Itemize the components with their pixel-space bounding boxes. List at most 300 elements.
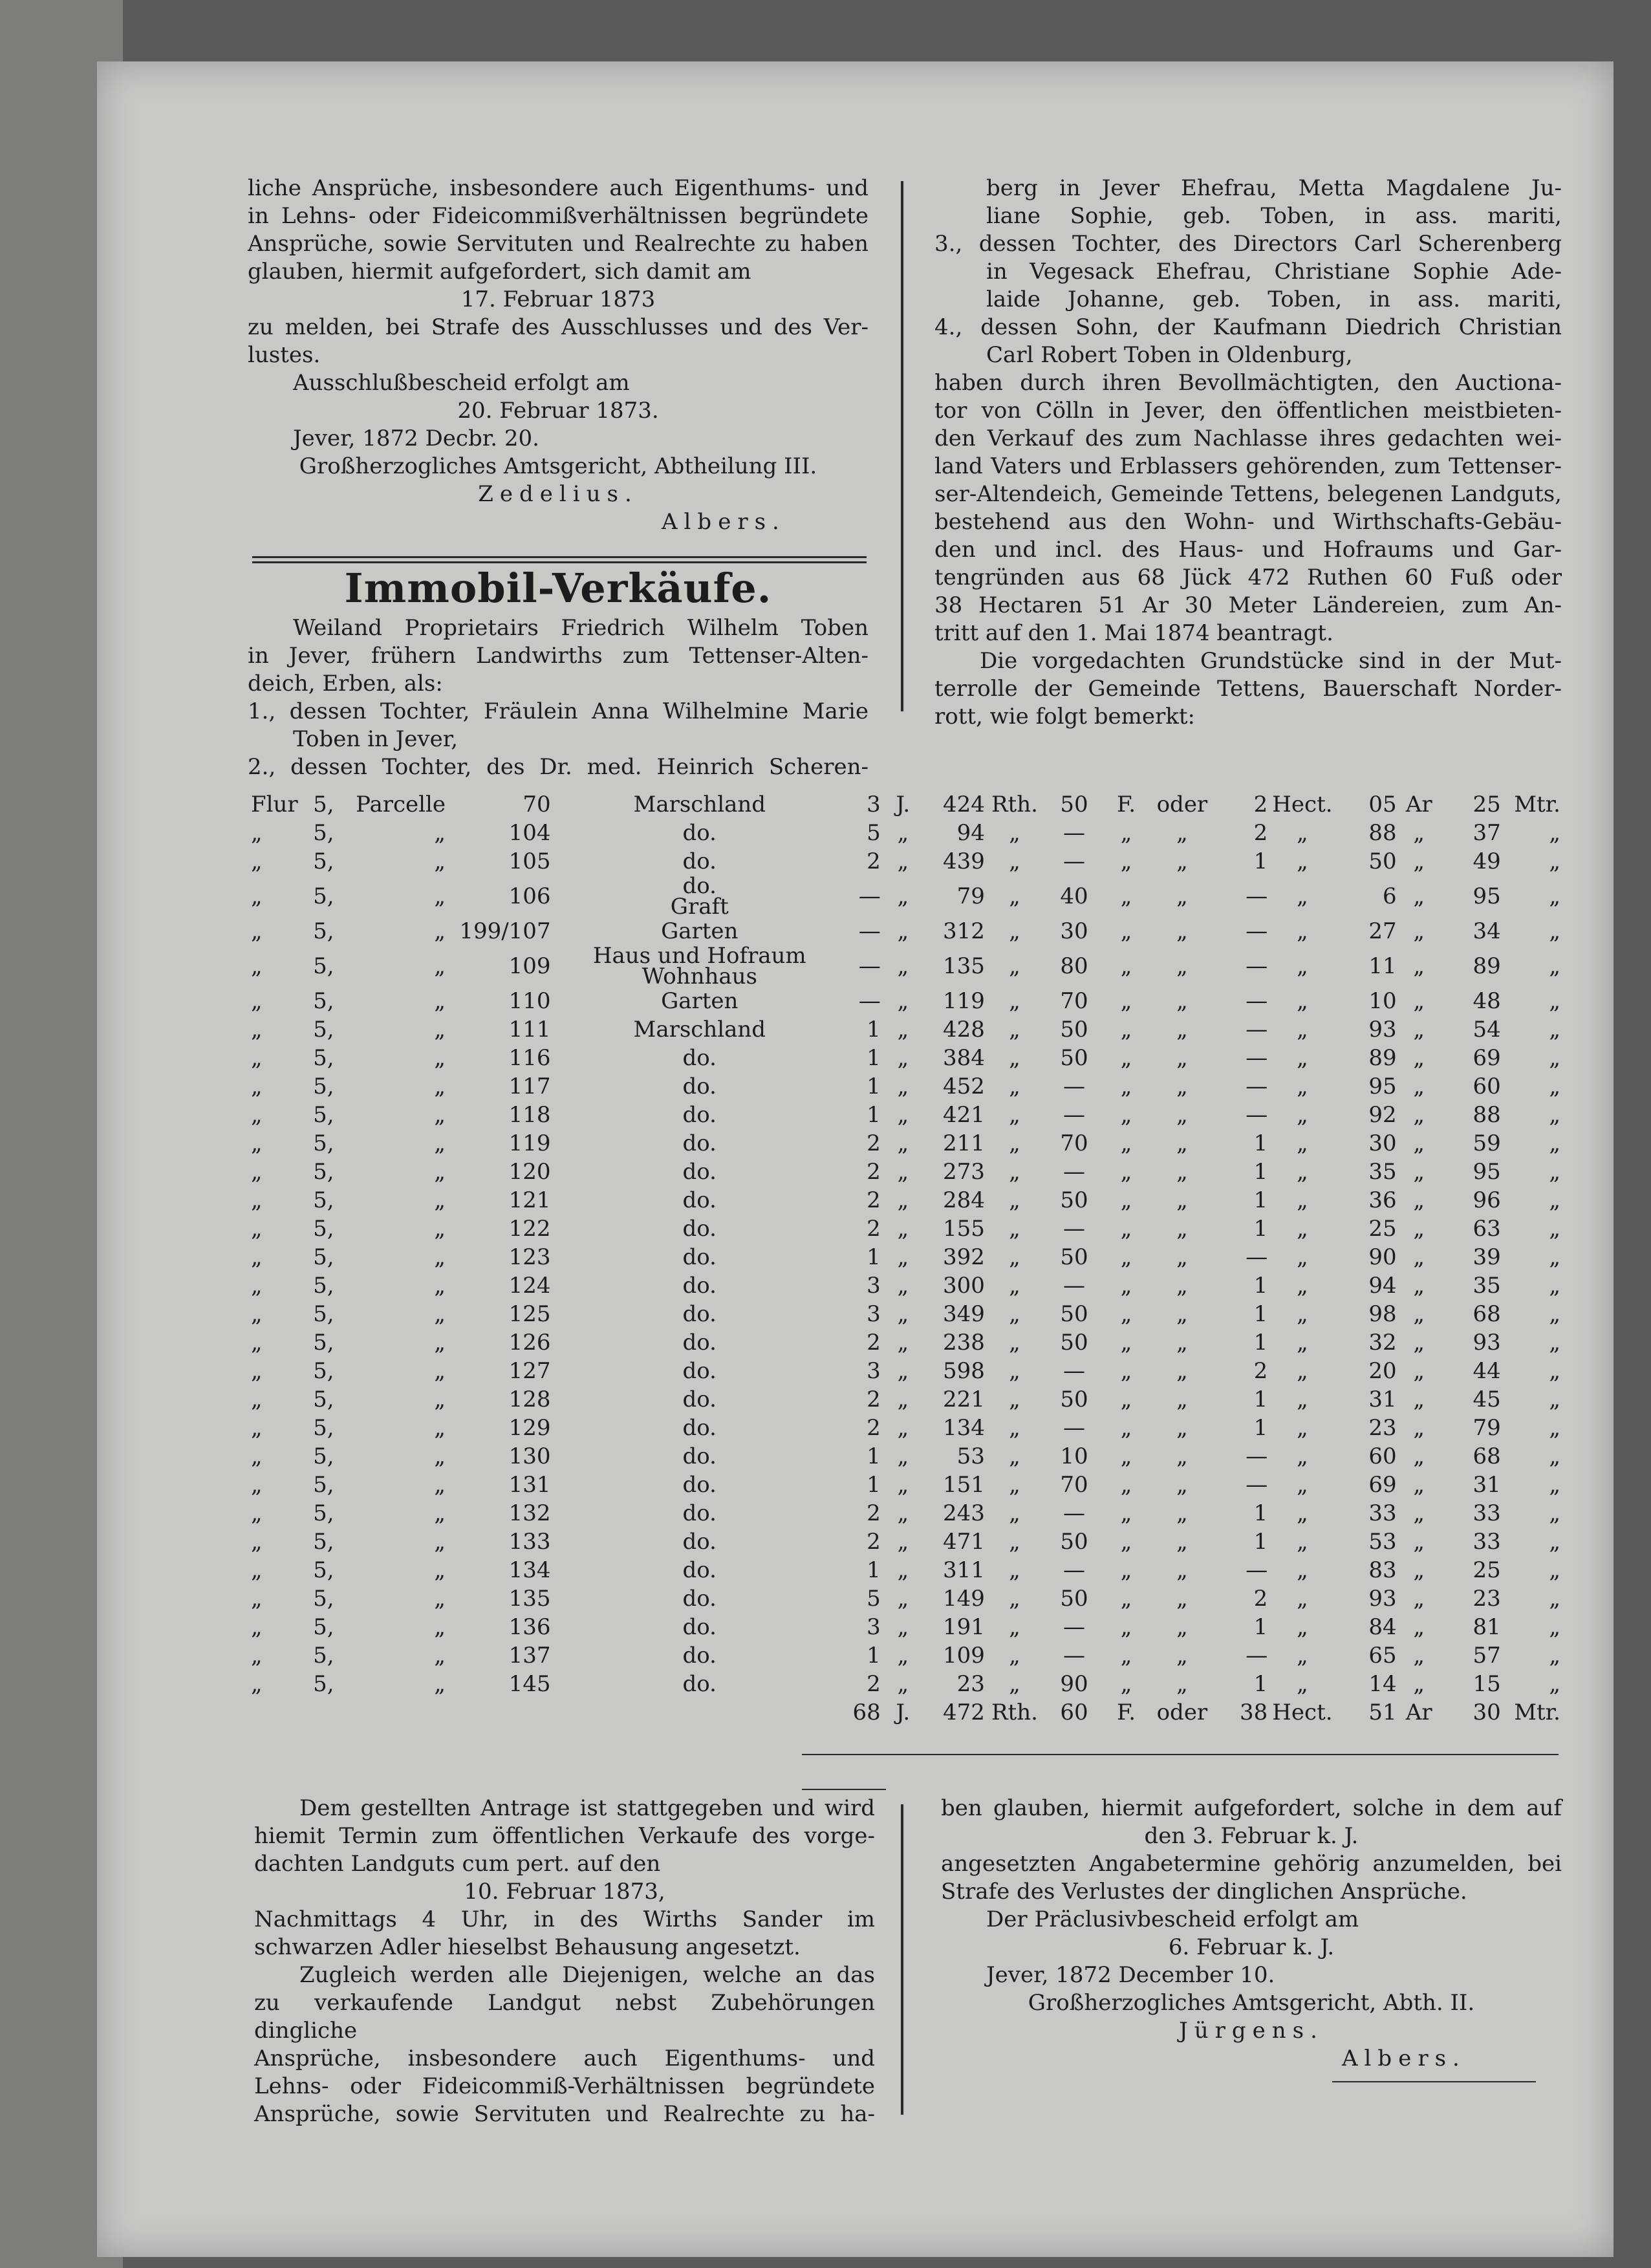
text-line: liane Sophie, geb. Toben, in ass. mariti, xyxy=(986,203,1562,229)
table-cell: „ xyxy=(1120,848,1132,874)
table-cell: „ xyxy=(1009,1415,1020,1441)
text-line: Lehns- oder Fideicommiß-Verhältnissen begründete xyxy=(254,2073,875,2099)
text-line: angesetzten Angabetermine gehörig anzumelden, bei xyxy=(941,1851,1562,1877)
table-cell: 30 xyxy=(1368,1130,1397,1156)
table-cell: „ xyxy=(897,1614,909,1640)
table-row xyxy=(251,819,1560,847)
table-cell: 238 xyxy=(942,1330,985,1355)
text-line: liche Ansprüche, insbesondere auch Eigenthums- und xyxy=(248,175,869,201)
table-cell: „ xyxy=(1176,1102,1188,1128)
table-cell: „ xyxy=(1009,1529,1020,1555)
text-line: land Vaters und Erblassers gehörenden, zum Tettenser- xyxy=(934,453,1562,479)
table-cell: 2 xyxy=(867,1159,881,1185)
table-cell xyxy=(251,1698,305,1727)
table-cell: 2 xyxy=(1253,1586,1268,1612)
text-line: glauben, hiermit aufgefordert, sich damit am xyxy=(248,259,751,285)
table-cell: „ xyxy=(434,1244,446,1270)
table-cell: 57 xyxy=(1473,1643,1501,1669)
table-cell: „ xyxy=(1413,1301,1425,1327)
right-column-bottom xyxy=(941,1795,1562,2073)
table-cell: „ xyxy=(1413,988,1425,1014)
table-cell: „ xyxy=(1297,1159,1308,1185)
table-cell: „ xyxy=(251,1301,263,1327)
table-cell: — xyxy=(1063,1159,1085,1185)
table-cell: 122 xyxy=(508,1216,551,1242)
table-cell: „ xyxy=(1176,1415,1188,1441)
text-line: haben durch ihren Bevollmächtigten, den Auctiona- xyxy=(934,370,1562,396)
table-cell: 70 xyxy=(1060,1472,1088,1498)
table-cell: do. xyxy=(682,1614,717,1640)
table-cell: „ xyxy=(1009,1017,1020,1042)
table-cell: 63 xyxy=(1473,1216,1501,1242)
table-cell: 93 xyxy=(1368,1017,1397,1042)
table-cell: do. xyxy=(682,1301,717,1327)
text-line: lustes. xyxy=(248,342,321,368)
table-row xyxy=(251,1044,1560,1072)
table-cell: „ xyxy=(434,1187,446,1213)
table-cell: „ xyxy=(1176,1586,1188,1612)
table-cell: 1 xyxy=(867,1017,881,1042)
table-cell: 1 xyxy=(1253,1415,1268,1441)
table-cell: „ xyxy=(1297,1244,1308,1270)
table-row xyxy=(251,1072,1560,1101)
table-cell: Mtr. xyxy=(1514,792,1560,817)
table-cell: „ xyxy=(1176,1301,1188,1327)
table-cell: — xyxy=(1246,1017,1268,1042)
text-line: deich, Erben, als: xyxy=(248,671,443,697)
auction-date: 10. Februar 1873, xyxy=(464,1879,665,1905)
table-cell: 2 xyxy=(867,1187,881,1213)
table-cell: 40 xyxy=(1060,883,1088,909)
table-cell: „ xyxy=(434,1045,446,1071)
table-cell: 1 xyxy=(1253,1159,1268,1185)
table-row xyxy=(251,1158,1560,1186)
table-cell: „ xyxy=(1120,1244,1132,1270)
table-cell: 311 xyxy=(942,1557,985,1583)
table-cell: „ xyxy=(1413,848,1425,874)
table-cell: „ xyxy=(1009,1358,1020,1384)
table-cell: „ xyxy=(1009,883,1020,909)
table-cell: 428 xyxy=(942,1017,985,1042)
section-rule xyxy=(252,556,867,558)
table-cell: „ xyxy=(1120,1387,1132,1412)
table-cell: „ xyxy=(1176,918,1188,944)
table-row xyxy=(251,1357,1560,1385)
table-cell: — xyxy=(1063,1273,1085,1299)
table-cell: 68 xyxy=(1473,1301,1501,1327)
table-cell: 118 xyxy=(508,1102,551,1128)
table-cell: „ xyxy=(1176,1130,1188,1156)
table-cell: „ xyxy=(1413,1045,1425,1071)
table-total-cell: 51 xyxy=(1368,1700,1397,1725)
table-cell: „ xyxy=(1009,1671,1020,1697)
table-cell: „ xyxy=(1413,1102,1425,1128)
table-cell: 119 xyxy=(508,1130,551,1156)
table-total-cell: 68 xyxy=(852,1700,881,1725)
table-cell: 50 xyxy=(1060,1529,1088,1555)
table-cell: do. xyxy=(682,1643,717,1669)
table-cell: „ xyxy=(1297,918,1308,944)
table-cell: „ xyxy=(434,1387,446,1412)
table-cell: — xyxy=(1063,1614,1085,1640)
table-cell: 136 xyxy=(508,1614,551,1640)
table-cell: 39 xyxy=(1473,1244,1501,1270)
text-line: Nachmittags 4 Uhr, in des Wirths Sander im xyxy=(254,1906,875,1932)
table-cell: 1 xyxy=(1253,1671,1268,1697)
table-cell: „ xyxy=(897,1387,909,1412)
table-cell: — xyxy=(1246,1102,1268,1128)
table-cell: „ xyxy=(1297,1130,1308,1156)
table-cell: 5 xyxy=(867,820,881,846)
table-cell: „ xyxy=(434,883,446,909)
table-cell: „ xyxy=(1549,1130,1560,1156)
table-cell: — xyxy=(858,988,881,1014)
table-cell: „ xyxy=(1413,1529,1425,1555)
table-cell: 5, xyxy=(313,1045,334,1071)
table-cell: „ xyxy=(1549,1443,1560,1469)
table-cell: „ xyxy=(1120,1017,1132,1042)
table-cell: „ xyxy=(1413,1472,1425,1498)
table-cell: 106 xyxy=(508,883,551,909)
table-row xyxy=(251,917,1560,945)
table-cell: 104 xyxy=(508,820,551,846)
table-cell: 2 xyxy=(867,1529,881,1555)
table-bottom-rule xyxy=(802,1789,886,1790)
table-row xyxy=(251,1215,1560,1243)
table-cell: 5, xyxy=(313,953,334,979)
table-total-cell: Mtr. xyxy=(1514,1700,1560,1725)
table-cell: 312 xyxy=(942,918,985,944)
table-cell: „ xyxy=(1297,1102,1308,1128)
table-cell: „ xyxy=(1120,1074,1132,1099)
table-cell: — xyxy=(858,918,881,944)
table-cell: do. xyxy=(682,1102,717,1128)
table-cell: „ xyxy=(1176,1159,1188,1185)
table-cell: „ xyxy=(434,848,446,874)
table-cell: „ xyxy=(1413,1643,1425,1669)
table-cell: 5, xyxy=(313,1500,334,1526)
table-cell: „ xyxy=(251,1045,263,1071)
table-cell: „ xyxy=(1549,1557,1560,1583)
table-cell: 23 xyxy=(956,1671,985,1697)
table-cell: 120 xyxy=(508,1159,551,1185)
table-cell: „ xyxy=(1413,1330,1425,1355)
table-cell: 53 xyxy=(1368,1529,1397,1555)
table-cell: 221 xyxy=(942,1387,985,1412)
table-row xyxy=(251,1129,1560,1158)
table-cell: „ xyxy=(1009,1472,1020,1498)
table-cell: 5, xyxy=(313,1074,334,1099)
text-line: laide Johanne, geb. Toben, in ass. mariti, xyxy=(986,286,1562,312)
text-line: Ausschlußbescheid erfolgt am xyxy=(293,370,630,396)
table-row xyxy=(251,1670,1560,1698)
table-cell: „ xyxy=(1549,1187,1560,1213)
table-cell: „ xyxy=(1176,1387,1188,1412)
table-cell: — xyxy=(1246,1557,1268,1583)
table-cell: „ xyxy=(434,988,446,1014)
table-cell: „ xyxy=(1176,1358,1188,1384)
table-cell: — xyxy=(858,953,881,979)
table-cell: „ xyxy=(1297,1017,1308,1042)
column-divider xyxy=(901,1804,903,2115)
table-cell: 14 xyxy=(1368,1671,1397,1697)
table-cell: 10 xyxy=(1368,988,1397,1014)
table-cell: „ xyxy=(251,1273,263,1299)
table-cell: — xyxy=(1063,820,1085,846)
table-cell: Marschland xyxy=(633,1017,766,1042)
table-cell: „ xyxy=(1297,820,1308,846)
table-cell: „ xyxy=(251,1130,263,1156)
text-line: tritt auf den 1. Mai 1874 beantragt. xyxy=(934,620,1333,646)
table-cell: do. xyxy=(682,1330,717,1355)
table-cell: do. xyxy=(682,1557,717,1583)
table-cell: do. xyxy=(682,1586,717,1612)
table-cell: — xyxy=(1063,1643,1085,1669)
table-cell: „ xyxy=(1120,1045,1132,1071)
table-cell: „ xyxy=(251,1472,263,1498)
table-cell: 10 xyxy=(1060,1443,1088,1469)
table-cell: „ xyxy=(1120,1102,1132,1128)
table-cell: 98 xyxy=(1368,1301,1397,1327)
table-cell: 5, xyxy=(313,1529,334,1555)
table-cell: „ xyxy=(1413,1130,1425,1156)
table-cell: 95 xyxy=(1473,883,1501,909)
text-line: den und incl. des Haus- und Hofraums und Gar- xyxy=(934,537,1562,563)
table-cell: Marschland xyxy=(633,792,766,817)
table-cell: 284 xyxy=(942,1187,985,1213)
table-cell: „ xyxy=(1297,1614,1308,1640)
clerk-signature: Albers. xyxy=(662,509,786,535)
table-cell: „ xyxy=(1009,1187,1020,1213)
table-cell: 32 xyxy=(1368,1330,1397,1355)
table-cell: oder xyxy=(1156,792,1208,817)
table-cell: — xyxy=(1063,1415,1085,1441)
table-cell: „ xyxy=(1176,1443,1188,1469)
table-cell: „ xyxy=(1009,848,1020,874)
table-cell: „ xyxy=(1009,820,1020,846)
table-cell: 121 xyxy=(508,1187,551,1213)
table-row xyxy=(251,1300,1560,1328)
table-cell: „ xyxy=(1549,1671,1560,1697)
table-cell: 5, xyxy=(313,1216,334,1242)
table-cell: 110 xyxy=(508,988,551,1014)
text-line: tengründen aus 68 Jück 472 Ruthen 60 Fuß oder xyxy=(934,565,1562,590)
text-line: in Vegesack Ehefrau, Christiane Sophie Ade- xyxy=(986,259,1562,285)
table-cell: „ xyxy=(1413,1614,1425,1640)
table-cell: „ xyxy=(1009,1586,1020,1612)
table-cell: 132 xyxy=(508,1500,551,1526)
clerk-signature: Albers. xyxy=(1342,2046,1466,2071)
table-cell: „ xyxy=(897,1586,909,1612)
table-cell: 5, xyxy=(313,1614,334,1640)
table-cell: 3 xyxy=(867,1273,881,1299)
table-cell: 300 xyxy=(942,1273,985,1299)
text-line: terrolle der Gemeinde Tettens, Bauerschaft Norder- xyxy=(934,676,1562,702)
table-cell: 1 xyxy=(867,1074,881,1099)
table-cell: 31 xyxy=(1368,1387,1397,1412)
table-cell: „ xyxy=(1413,820,1425,846)
table-cell: „ xyxy=(1549,988,1560,1014)
table-cell: — xyxy=(1246,1643,1268,1669)
table-cell: 89 xyxy=(1473,953,1501,979)
table-cell: „ xyxy=(1120,820,1132,846)
table-cell: „ xyxy=(251,1244,263,1270)
table-cell: „ xyxy=(1009,1557,1020,1583)
table-cell: „ xyxy=(1120,1557,1132,1583)
table-cell: 53 xyxy=(956,1443,985,1469)
table-row xyxy=(251,945,1560,987)
table-cell: „ xyxy=(1009,1074,1020,1099)
table-cell: 90 xyxy=(1060,1671,1088,1697)
table-cell: „ xyxy=(1120,1443,1132,1469)
table-cell: „ xyxy=(434,1671,446,1697)
table-cell: „ xyxy=(1549,820,1560,846)
table-cell: 439 xyxy=(942,848,985,874)
table-row xyxy=(251,1641,1560,1670)
table-cell: 126 xyxy=(508,1330,551,1355)
preclusion-date: 6. Februar k. J. xyxy=(1168,1934,1335,1960)
table-cell: 11 xyxy=(1368,953,1397,979)
table-cell: 392 xyxy=(942,1244,985,1270)
table-cell: „ xyxy=(251,1529,263,1555)
table-cell: do. xyxy=(682,1045,717,1071)
table-cell: 2 xyxy=(867,1130,881,1156)
table-cell: do. xyxy=(682,1387,717,1412)
table-row xyxy=(251,1271,1560,1300)
place-date: Jever, 1872 Decbr. 20. xyxy=(293,426,539,451)
table-cell: 79 xyxy=(1473,1415,1501,1441)
table-row xyxy=(251,1101,1560,1129)
table-cell: „ xyxy=(897,1415,909,1441)
table-cell: 30 xyxy=(1060,918,1088,944)
footer-rule xyxy=(1332,2081,1536,2082)
table-cell: „ xyxy=(897,1529,909,1555)
table-cell: „ xyxy=(1120,1273,1132,1299)
text-line: zu melden, bei Strafe des Ausschlusses und des Ver- xyxy=(248,314,869,340)
table-cell: „ xyxy=(251,1159,263,1185)
table-cell: 50 xyxy=(1060,1330,1088,1355)
table-cell: „ xyxy=(1549,1273,1560,1299)
table-cell: „ xyxy=(1549,1330,1560,1355)
table-cell: — xyxy=(1246,1045,1268,1071)
table-cell: „ xyxy=(897,1045,909,1071)
table-cell: 45 xyxy=(1473,1387,1501,1412)
table-cell: „ xyxy=(1549,1415,1560,1441)
table-cell: 2 xyxy=(867,1387,881,1412)
table-cell: 5, xyxy=(313,1273,334,1299)
table-cell: „ xyxy=(1549,1614,1560,1640)
table-cell: „ xyxy=(1413,1671,1425,1697)
table-cell: „ xyxy=(251,1586,263,1612)
table-cell: do. xyxy=(682,1216,717,1242)
text-line: 38 Hectaren 51 Ar 30 Meter Ländereien, zum An- xyxy=(934,592,1562,618)
table-cell: „ xyxy=(434,1614,446,1640)
table-cell: 5, xyxy=(313,1130,334,1156)
table-cell: „ xyxy=(897,1273,909,1299)
table-cell: 1 xyxy=(867,1443,881,1469)
table-cell: „ xyxy=(1120,1500,1132,1526)
table-cell: — xyxy=(1246,883,1268,909)
text-line: ben glauben, hiermit aufgefordert, solche in dem auf xyxy=(941,1795,1562,1821)
text-line: Ansprüche, insbesondere auch Eigenthums- und xyxy=(254,2046,875,2071)
table-row xyxy=(251,1015,1560,1044)
table-cell: „ xyxy=(434,1415,446,1441)
table-cell: „ xyxy=(1120,1187,1132,1213)
table-cell: 124 xyxy=(508,1273,551,1299)
table-cell: 5, xyxy=(313,1557,334,1583)
table-cell: 20 xyxy=(1368,1358,1397,1384)
text-line: Strafe des Verlustes der dinglichen Ansprüche. xyxy=(941,1879,1467,1905)
table-cell: „ xyxy=(897,1159,909,1185)
exclusion-date: 20. Februar 1873. xyxy=(457,398,659,424)
table-cell: Ar xyxy=(1405,792,1432,817)
table-cell: „ xyxy=(1297,1500,1308,1526)
table-cell: 3 xyxy=(867,1358,881,1384)
table-cell: — xyxy=(1063,1358,1085,1384)
table-cell-line: Wohnhaus xyxy=(642,964,757,989)
table-cell: „ xyxy=(1297,1472,1308,1498)
table-cell: 128 xyxy=(508,1387,551,1412)
table-cell: 5, xyxy=(313,1102,334,1128)
table-cell: „ xyxy=(1413,953,1425,979)
table-cell: „ xyxy=(1120,1301,1132,1327)
table-cell: „ xyxy=(251,918,263,944)
table-cell: Hect. xyxy=(1272,792,1333,817)
table-cell: 5, xyxy=(313,1301,334,1327)
table-total-cell: Rth. xyxy=(991,1700,1038,1725)
table-cell: 1 xyxy=(1253,1301,1268,1327)
table-cell: „ xyxy=(1009,1045,1020,1071)
table-cell: „ xyxy=(897,1671,909,1697)
table-row xyxy=(251,1528,1560,1556)
table-cell: 5, xyxy=(313,988,334,1014)
table-cell: „ xyxy=(1549,1387,1560,1412)
table-cell: „ xyxy=(251,1074,263,1099)
table-cell: „ xyxy=(434,1130,446,1156)
table-cell: 70 xyxy=(1060,988,1088,1014)
table-cell: do. xyxy=(682,1187,717,1213)
table-cell: „ xyxy=(1549,1102,1560,1128)
text-line: 1., dessen Tochter, Fräulein Anna Wilhelmine Marie xyxy=(248,698,869,724)
table-cell: 34 xyxy=(1473,918,1501,944)
table-cell: 151 xyxy=(942,1472,985,1498)
table-cell: „ xyxy=(1297,1643,1308,1669)
table-row xyxy=(251,1584,1560,1613)
table-cell: 50 xyxy=(1060,1387,1088,1412)
table-cell: „ xyxy=(897,1244,909,1270)
table-cell: „ xyxy=(1413,1500,1425,1526)
table-cell: „ xyxy=(1009,1443,1020,1469)
left-column-top xyxy=(248,175,869,536)
table-cell: „ xyxy=(1009,1273,1020,1299)
table-cell: do. xyxy=(682,1472,717,1498)
table-cell: 243 xyxy=(942,1500,985,1526)
table-cell: „ xyxy=(434,1273,446,1299)
table-total-row xyxy=(251,1698,1560,1727)
table-cell: „ xyxy=(897,1216,909,1242)
table-cell: do. xyxy=(682,848,717,874)
table-cell: 36 xyxy=(1368,1187,1397,1213)
table-cell: „ xyxy=(1297,1273,1308,1299)
table-cell: „ xyxy=(1413,1159,1425,1185)
table-cell: „ xyxy=(1009,1159,1020,1185)
table-cell: „ xyxy=(1009,918,1020,944)
table-cell: 37 xyxy=(1473,820,1501,846)
table-cell: „ xyxy=(1297,1045,1308,1071)
table-cell: „ xyxy=(1297,848,1308,874)
table-cell: „ xyxy=(1120,1529,1132,1555)
table-cell: — xyxy=(1246,1472,1268,1498)
